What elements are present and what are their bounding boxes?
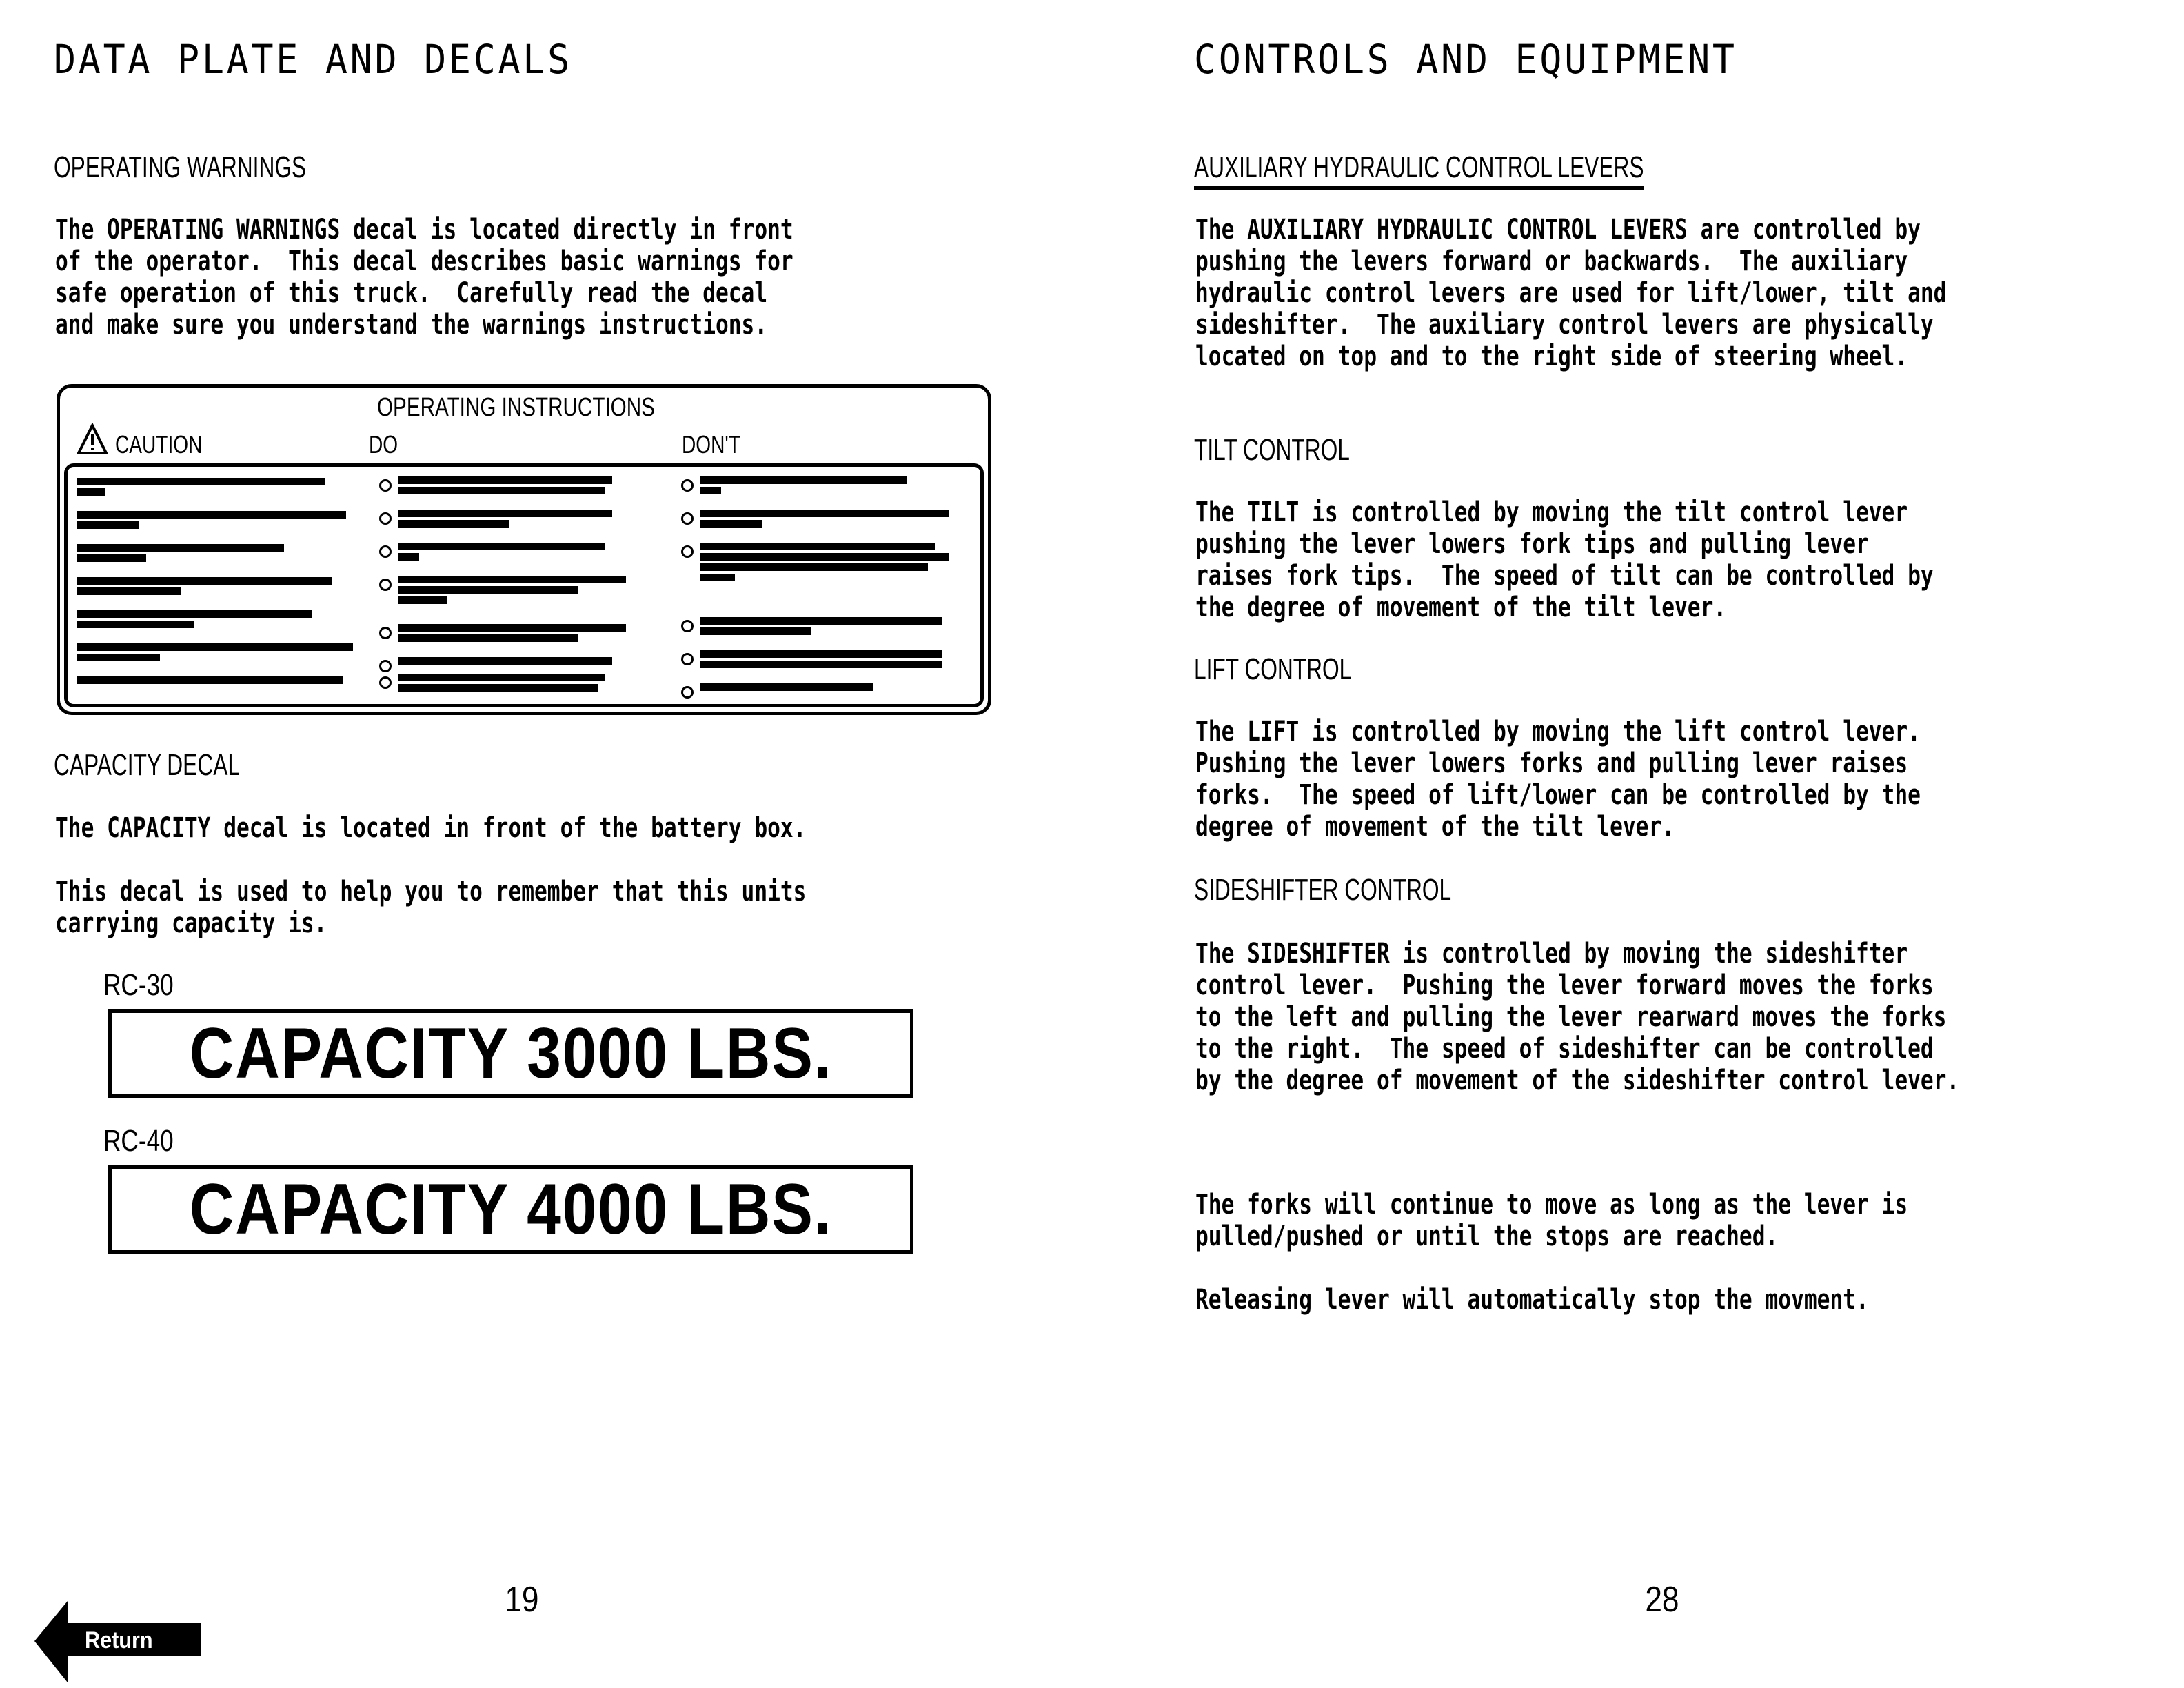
page-number: 19 xyxy=(505,1580,539,1620)
bullet-icon xyxy=(379,627,392,639)
bullet-icon xyxy=(681,479,694,492)
caution-item xyxy=(77,478,325,496)
bullet-icon xyxy=(681,620,694,632)
do-item xyxy=(379,657,612,672)
page-number: 28 xyxy=(1645,1580,1679,1620)
do-item xyxy=(379,510,612,528)
do-item xyxy=(379,576,626,604)
bullet-icon xyxy=(379,479,392,492)
do-item xyxy=(379,543,605,561)
section-heading-capacity-decal: CAPACITY DECAL xyxy=(54,748,240,782)
caution-item xyxy=(77,610,312,628)
section-heading-tilt-control: TILT CONTROL xyxy=(1194,433,1350,467)
decal-title: OPERATING INSTRUCTIONS xyxy=(377,393,655,422)
page-title: CONTROLS AND EQUIPMENT xyxy=(1194,36,1737,83)
right-page: CONTROLS AND EQUIPMENT AUXILIARY HYDRAULIC CONTROL LEVERS The AUXILIARY HYDRAULIC CONTROL LEVERS are controlled by pushing the levers forward or backwards. The auxiliary hydraulic control levers are used for lift/lower, tilt and sideshifter. The auxiliary control levers are physically located on top and to the right side of steering wheel. TILT CONTROL The TILT is controlled by moving the tilt control lever pushing the lever lowers fork tips and pulling lever raises fork tips. The speed of tilt can be controlled by the degree of movement of the tilt lever. LIFT CONTROL The LIFT is controlled by moving the lift control lever. Pushing the lever lowers forks and pulling lever raises forks. The speed of lift/lower can be controlled by the degree of movement of the tilt lever. SIDESHIFTER CONTROL The SIDESHIFTER is controlled by moving the sideshifter control lever. Pushing the lever forward moves the forks to the left and pulling the lever rearward moves the forks to the right. The speed of sideshifter can be controlled by the degree of movement of the sideshifter control lever. The forks will continue to move as long as the lever is pulled/pushed or until the stops are reached. Releasing lever will automatically stop the movment. 28 xyxy=(1194,36,1960,1620)
dont-item xyxy=(681,510,949,528)
model-label-rc40: RC-40 xyxy=(103,1124,174,1158)
dont-item xyxy=(681,617,942,635)
dont-label: DON'T xyxy=(682,430,740,459)
page-title: DATA PLATE AND DECALS xyxy=(54,36,572,83)
do-label: DO xyxy=(369,430,398,459)
bullet-icon xyxy=(379,579,392,591)
bullet-icon xyxy=(681,512,694,525)
section-heading-sideshifter-control: SIDESHIFTER CONTROL xyxy=(1194,873,1452,907)
model-label-rc30: RC-30 xyxy=(103,968,174,1002)
capacity-paragraph-1: The CAPACITY decal is located in front of the battery box. xyxy=(55,812,807,844)
section-heading-aux-levers: AUXILIARY HYDRAULIC CONTROL LEVERS xyxy=(1194,150,1644,190)
capacity-text: CAPACITY 3000 LBS. xyxy=(189,1013,833,1094)
operating-instructions-decal xyxy=(57,384,991,715)
caution-item xyxy=(77,676,343,684)
bullet-icon xyxy=(681,653,694,665)
release-note-paragraph: Releasing lever will automatically stop the movment. xyxy=(1195,1284,1869,1316)
caution-item xyxy=(77,511,346,529)
decal-body xyxy=(64,463,984,707)
bullet-icon xyxy=(379,512,392,525)
bullet-icon xyxy=(681,686,694,699)
left-page: DATA PLATE AND DECALS OPERATING WARNINGS The OPERATING WARNINGS decal is located directly in front of the operator. This decal describes basic warnings for safe operation of this truck. Carefully read the decal and make sure you understand the warnings instructions. OPERATING INSTRUCTIONS CAUTION DO DON'T CAPACITY DECAL The CAPACITY decal is located in front of the battery box. This decal is used to help you to remember that this units carrying capacity is. RC-30 CAPACITY 3000 LBS. RC-40 CAPACITY 4000 LBS. 19 Return xyxy=(0,0,1092,1688)
dont-item xyxy=(681,683,873,699)
capacity-text: CAPACITY 4000 LBS. xyxy=(189,1169,833,1249)
dont-item xyxy=(681,476,907,494)
return-label: Return xyxy=(85,1627,153,1654)
do-item xyxy=(379,674,605,692)
bullet-icon xyxy=(379,545,392,558)
caution-item xyxy=(77,577,332,595)
return-button[interactable] xyxy=(34,1601,207,1682)
bullet-icon xyxy=(379,676,392,689)
capacity-decal-rc40 xyxy=(108,1165,913,1254)
warning-triangle-icon xyxy=(77,423,108,455)
section-heading-lift-control: LIFT CONTROL xyxy=(1194,652,1352,686)
caution-item xyxy=(77,544,284,562)
dont-item xyxy=(681,543,949,581)
capacity-decal-rc30 xyxy=(108,1009,913,1098)
caution-label: CAUTION xyxy=(115,430,203,459)
bullet-icon xyxy=(681,545,694,558)
caution-item xyxy=(77,643,353,661)
bullet-icon xyxy=(379,660,392,672)
do-item xyxy=(379,476,612,494)
do-item xyxy=(379,624,626,642)
section-heading-operating-warnings: OPERATING WARNINGS xyxy=(54,150,307,184)
dont-item xyxy=(681,650,942,668)
